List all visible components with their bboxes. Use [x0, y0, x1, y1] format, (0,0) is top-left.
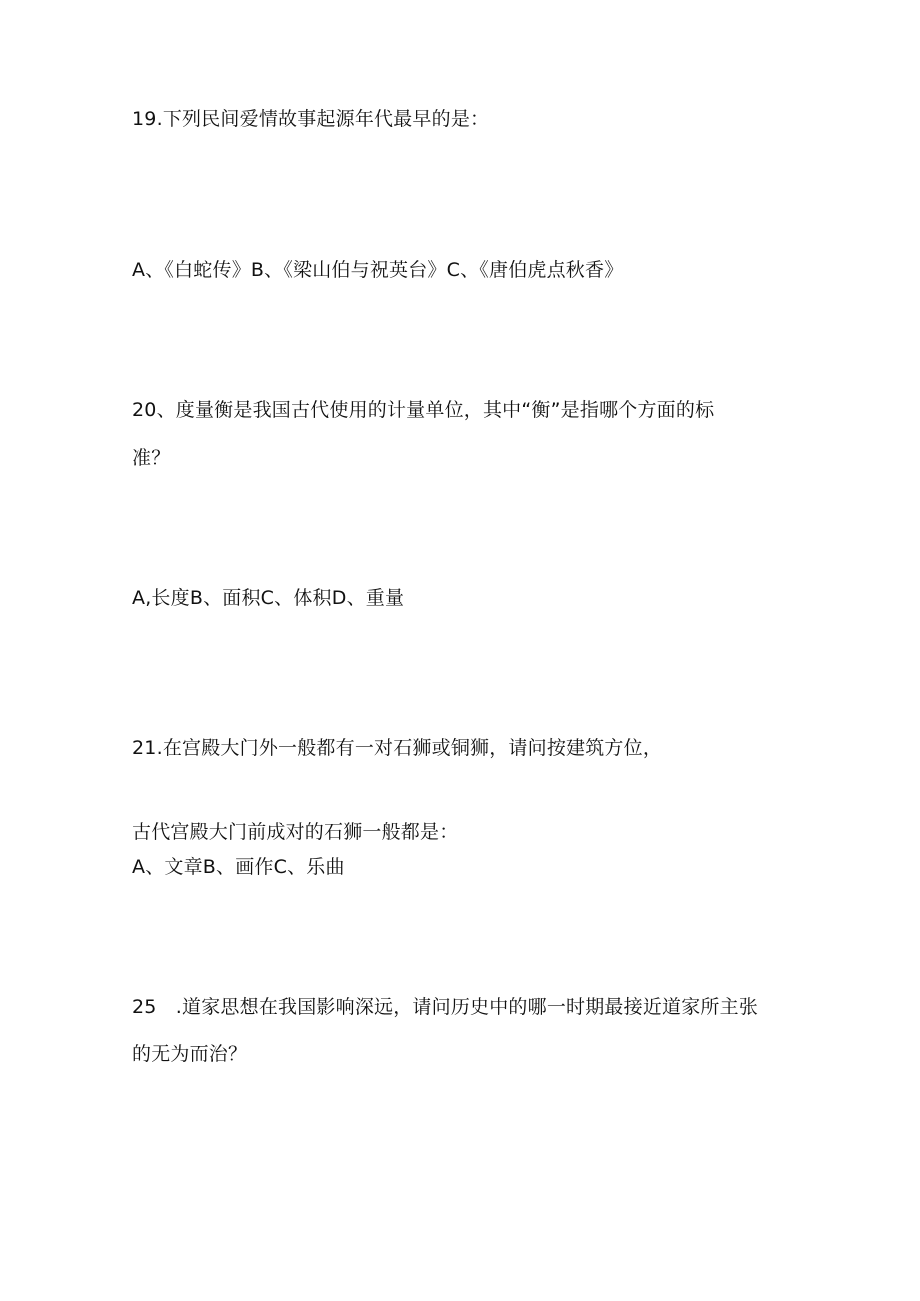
- question-20-text-line-1: 20、度量衡是我国古代使用的计量单位，其中“衡”是指哪个方面的标: [132, 399, 715, 421]
- question-20-options: A,长度B、面积C、体积D、重量: [132, 587, 405, 609]
- question-19-options: A、《白蛇传》B、《梁山伯与祝英台》C、《唐伯虎点秋香》: [132, 259, 624, 281]
- question-25-text-line-2: 的无为而治？: [132, 1043, 248, 1065]
- question-25-text-line-1: 25 .道家思想在我国影响深远，请问历史中的哪一时期最接近道家所主张: [132, 996, 759, 1018]
- question-21-text-line-1: 21.在宫殿大门外一般都有一对石狮或铜狮，请问按建筑方位，: [132, 737, 663, 759]
- question-20-text-line-2: 准？: [132, 447, 171, 469]
- question-21-text-line-2: 古代宫殿大门前成对的石狮一般都是：: [132, 821, 459, 843]
- question-19-text: 19.下列民间爱情故事起源年代最早的是：: [132, 108, 490, 130]
- question-21-options: A、文章B、画作C、乐曲: [132, 856, 345, 878]
